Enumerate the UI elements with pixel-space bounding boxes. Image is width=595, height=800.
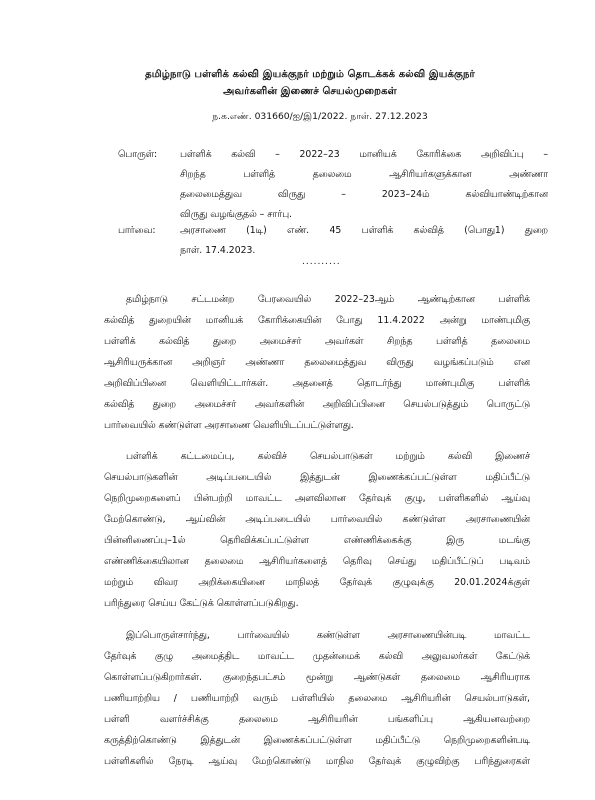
paragraph-3 (104, 625, 530, 772)
paragraph-line: பார்வையில் கண்டுள்ள அரசாணை வெளியிடப்பட்டுள்ளது. (104, 420, 354, 431)
paragraph-line: மற்றும் விவர அறிக்கையினை மாநிலத் தேர்வுக் குழுவுக்கு 20.01.2024க்குள் (104, 577, 530, 588)
reference-doc-label: பார்வை: (118, 225, 156, 236)
paragraph-line: தேர்வுக் குழு அமைத்திட மாவட்ட முதன்மைக் கல்வி அலுவலர்கள் கேட்டுக் (104, 651, 530, 662)
paragraph-line: கருத்திற்கொண்டு இத்துடன் இணைக்கப்பட்டுள்ள மதிப்பீட்டு நெறிமுறைகளின்படி (104, 735, 530, 746)
subject-line: தலைமைத்துவ விருது – 2023–24ம் கல்வியாண்டிற்கான (180, 189, 548, 200)
header-title-line-2: அவர்களின் இணைச் செயல்முறைகள் (223, 86, 397, 97)
paragraph-1 (104, 289, 530, 436)
paragraph-line: அறிவிப்பினை வெளியிட்டார்கள். அதனைத் தொடர்ந்து மாண்புமிகு பள்ளிக் (104, 378, 530, 389)
paragraph-line: ஆசிரியருக்கான அறிஞர் அண்ணா தலைமைத்துவ விருது வழங்கப்படும் என (104, 357, 530, 368)
subject-line: சிறந்த பள்ளித் தலைமை ஆசிரியர்களுக்கான அண்ணா (180, 169, 548, 180)
paragraph-line: இப்பொருள்சார்ந்து, பார்வையில் கண்டுள்ள அரசாணையின்படி மாவட்ட (126, 630, 530, 641)
reference-doc-line: நாள். 17.4.2023. (180, 245, 256, 256)
subject-text (180, 145, 548, 225)
paragraph-line: பள்ளி வளர்ச்சிக்கு தலைமை ஆசிரியரின் பங்களிப்பு ஆகியனவற்றை (104, 714, 530, 725)
paragraph-line: பள்ளிக் கல்வித் துறை அமைச்சர் அவர்கள் சிறந்த பள்ளித் தலைமை (104, 336, 530, 347)
paragraph-line: பின்னிணைப்பு–1ல் தெரிவிக்கப்பட்டுள்ள எண்ணிக்கைக்கு இரு மடங்கு (104, 535, 530, 546)
paragraph-line: நெறிமுறைகளைப் பின்பற்றி மாவட்ட அளவிலான தேர்வுக் குழு, பள்ளிகளில் ஆய்வு (104, 493, 530, 504)
paragraph-line: மேற்கொண்டு, ஆய்வின் அடிப்படையில் பார்வையில் கண்டுள்ள அரசாணையின் (104, 514, 530, 525)
reference-doc-text (180, 221, 548, 261)
subject-line: விருது வழங்குதல் – சார்பு. (180, 209, 293, 220)
paragraph-line: செயல்பாடுகளின் அடிப்படையில் இத்துடன் இணைக்கப்பட்டுள்ள மதிப்பீட்டு (104, 472, 530, 483)
paragraph-line: எண்ணிக்கையிலான தலைமை ஆசிரியர்களைத் தெரிவு செய்து மதிப்பீட்டுப் படிவம் (104, 556, 530, 567)
reference-doc-line: அரசாணை (1டி) எண். 45 பள்ளிக் கல்வித் (பொது1) துறை (180, 225, 548, 236)
subject-line: பள்ளிக் கல்வி – 2022–23 மானியக் கோரிக்கை அறிவிப்பு – (180, 149, 548, 160)
separator: .......... (302, 257, 341, 267)
paragraph-line: பள்ளிகளில் நேரடி ஆய்வு மேற்கொண்டு மாநில தேர்வுக் குழுவிற்கு பரிந்துரைகள் (104, 756, 530, 767)
subject-label: பொருள்: (118, 149, 158, 160)
paragraph-line: பள்ளிக் கட்டமைப்பு, கல்விச் செயல்பாடுகள் மற்றும் கல்வி இணைச் (126, 451, 530, 462)
letter-header (100, 66, 520, 100)
paragraph-line: கல்வித் துறை அமைச்சர் அவர்களின் அறிவிப்பினை செயல்படுத்தும் பொருட்டு (104, 399, 530, 410)
header-title-line-1: தமிழ்நாடு பள்ளிக் கல்வி இயக்குநர் மற்றும் தொடக்கக் கல்வி இயக்குநர் (145, 69, 475, 80)
paragraph-line: கல்வித் துறையின் மானியக் கோரிக்கையின் போது 11.4.2022 அன்று மாண்புமிகு (104, 315, 530, 326)
paragraph-line: பணியாற்றிய / பணியாற்றி வரும் பள்ளியில் தலைமை ஆசிரியரின் செயல்பாடுகள், (104, 693, 530, 704)
reference-number-date: ந.க.எண். 031660/ஐ/இ1/2022. நாள். 27.12.2023 (212, 111, 428, 122)
paragraph-line: பரிந்துரை செய்ய கேட்டுக் கொள்ளப்படுகிறது. (104, 598, 299, 609)
paragraph-2 (104, 446, 530, 614)
paragraph-line: தமிழ்நாடு சட்டமன்ற பேரவையில் 2022–23ஆம் ஆண்டிற்கான பள்ளிக் (126, 294, 530, 305)
paragraph-line: கொள்ளப்படுகிறார்கள். குறைந்தபட்சம் மூன்று ஆண்டுகள் தலைமை ஆசிரியராக (104, 672, 530, 683)
